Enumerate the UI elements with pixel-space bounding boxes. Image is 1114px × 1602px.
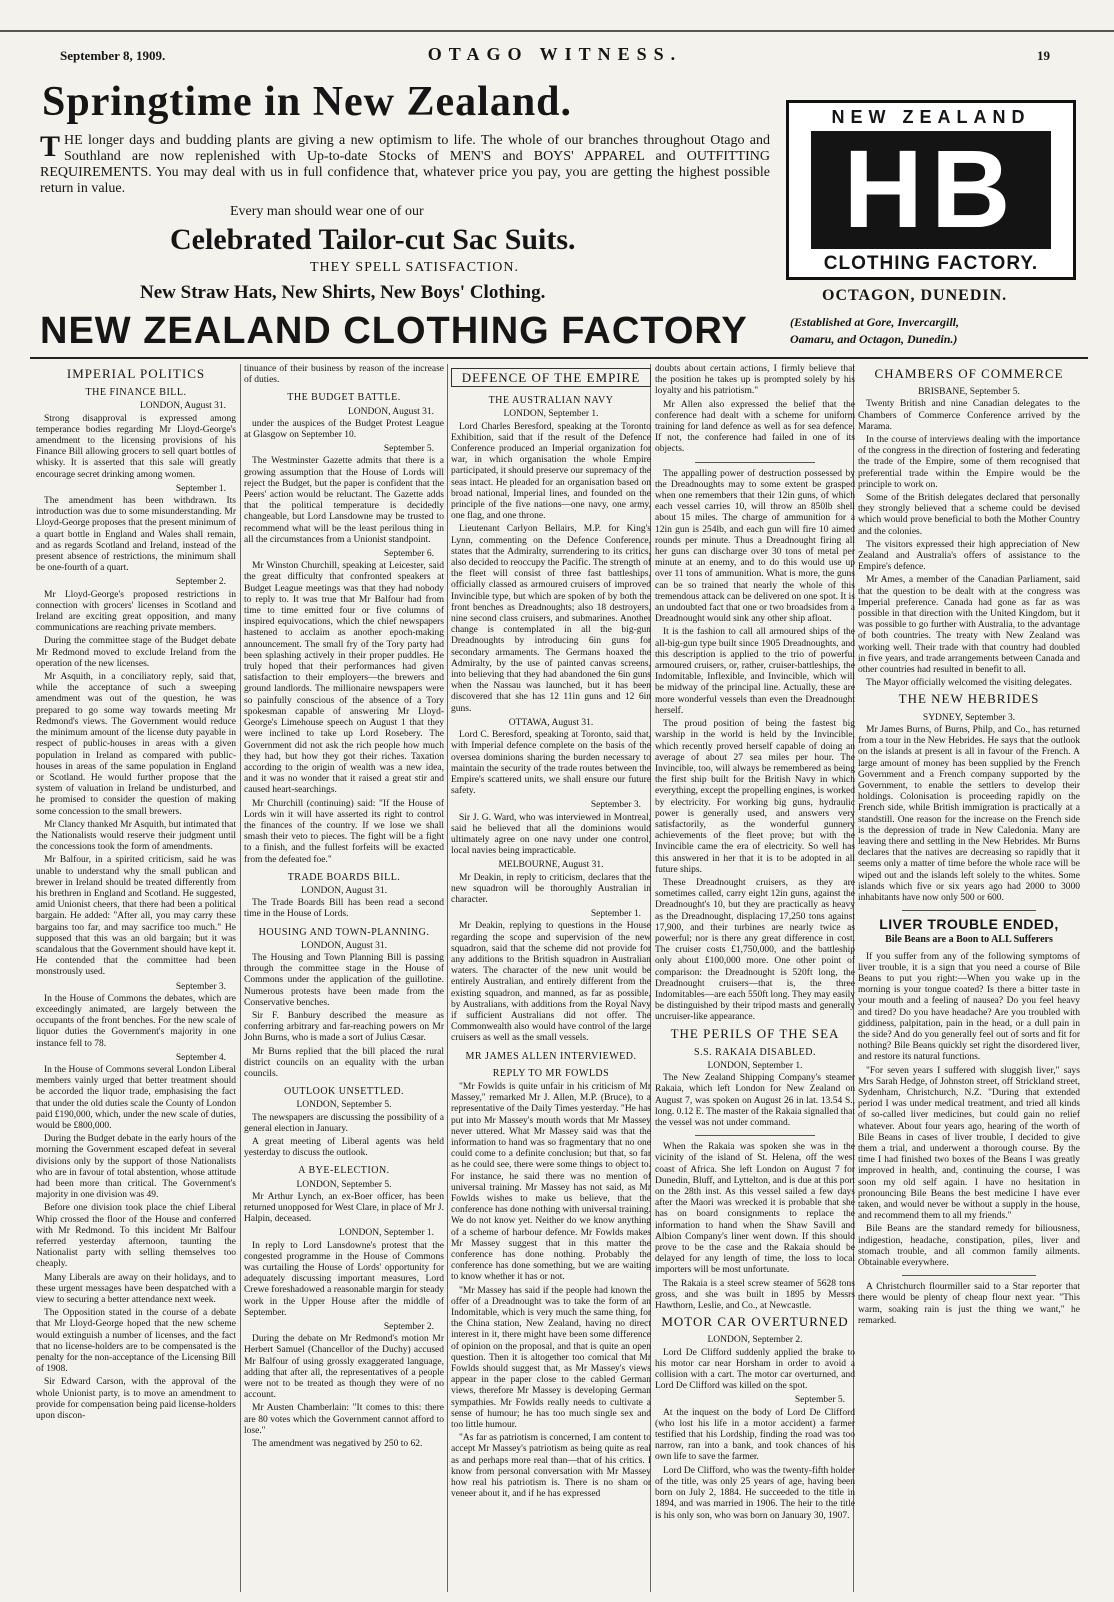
page-number: 19: [1037, 48, 1050, 63]
advert-drop-cap: T: [40, 130, 61, 163]
paragraph: The Rakaia is a steel screw steamer of 5628 tons gross, and she was built in 1895 by Messrs Hawthorn, Leslie, and Co., at Newcastle.: [655, 1278, 855, 1312]
paragraph: Mr Churchill (continuing) said: "If the House of Lords win it will have asserted its right to control the finances of the country. If we lose we shall smash their veto to pieces. The fight will be a fight to a finish, and the fullest forfeits will be exacted from the defeated foe.": [244, 798, 444, 865]
paragraph: "As far as patriotism is concerned, I am content to accept Mr Massey's patriotism as being quite as real as and perhaps more real than—that of his critics. I know from personal conversation with Mr Massey how real his patriotism is. There is no sham or veneer about it, and if he has expressed: [451, 1433, 651, 1500]
paragraph: Sir F. Banbury described the measure as conferring arbitrary and far-reaching powers on Mr John Burns, who is made a sort of Julius Cæsar.: [244, 1010, 444, 1044]
section-title: THE NEW HEBRIDES: [898, 691, 1040, 707]
paragraph: During the committee stage of the Budget debate Mr Redmond moved to exclude Ireland from the operation of the new licenses.: [36, 636, 236, 669]
paragraph: Mr Allen also expressed the belief that the conference had dealt with a scheme for uniform training for land defence as well as for sea defence. If not, the conference had failed in one of its objects.: [655, 399, 855, 455]
paragraph: Mr Lloyd-George's proposed restrictions in connection with grocers' licenses in Scotland and Ireland are exciting great opposition, and many communications are reaching private members.: [36, 589, 236, 634]
advert-octagon: OCTAGON, DUNEDIN.: [822, 287, 1008, 304]
paragraph: The Westminster Gazette admits that there is a growing assumption that the House of Lords will reject the Budget, but the paper is confident that the Peers' action would be reluctant. The Gazette adds that the political temperature is decidedly changeable, but Lord Lansdowne may be trusted to recommend what will be the least perilous thing in all the circumstances from a Unionist standpoint.: [244, 456, 444, 545]
dateline: September 4.: [175, 1052, 226, 1063]
dateline: BRISBANE, September 5.: [918, 387, 1020, 398]
advert-branches-line1: (Established at Gore, Invercargill,: [790, 315, 960, 329]
paragraph: Mr Austen Chamberlain: "It comes to this: there are 80 votes which the Government cannot afford to lose.": [244, 1403, 444, 1436]
paragraph: A Christchurch flourmiller said to a Star reporter that there would be plenty of cheap flour next year. "This warm, soaking rain is just the thing we want," he remarked.: [858, 1282, 1080, 1326]
dateline: LONDON, September 2.: [707, 1335, 803, 1346]
paragraph: Lieutenant Carlyon Bellairs, M.P. for King's Lynn, commenting on the Defence Conference, states that the Admiralty, surrendering to its critics, also decided to reoccupy the Pacific. The strength of the fleet will consist of three fast battleships, officially classed as armoured cruisers of improved Invincible type, but which are spoken of by both the front benches as Dreadnoughts; also 18 destroyers, nine second class cruisers, and submarines. Another change is contemplated in all the big-gun Dreadnoughts by introducing 6in guns for secondary armaments. The Germans hoaxed the Admiralty, by the use of painted canvas screens, into believing that they had abandoned the 6in guns when the Nassau was launched, but it has been discovered that she has 12 11in guns and 12 6in guns.: [451, 524, 651, 714]
paragraph: A great meeting of Liberal agents was held yesterday to discuss the outlook.: [244, 1137, 444, 1159]
logo-new-zealand: NEW ZEALAND: [831, 107, 1031, 127]
advert-intro-text: HE longer days and budding plants are giving a new optimism to life. The whole of our branches throughout Otago and Southland are now replenished with Up-to-date Stocks of MEN'S and BOYS' APPAREL and OUTFITTING REQUIREMENTS. You may deal with us in full confidence that, whatever price you pay, you are getting the highest possible return in value.: [40, 133, 770, 196]
section-title: IMPERIAL POLITICS: [66, 366, 206, 381]
dateline: SYDNEY, September 3.: [922, 712, 1016, 723]
paragraph: The amendment has been withdrawn. Its introduction was due to some misunderstanding. Mr Lloyd-George proposes that the present minimum of a quart bottle in England and Wales shall remain, and as regards Scotland and Ireland, instead of the present absence of restrictions, the minimum shall be one-fourth of a quart.: [36, 496, 236, 574]
advert-company-name: NEW ZEALAND CLOTHING FACTORY: [40, 310, 748, 352]
paragraph: At the inquest on the body of Lord De Clifford (who lost his life in a motor accident) a farmer testified that his Lordship, finding the road was too narrow, ran into a bank, and took chances of his own life to save the farmer.: [655, 1407, 855, 1463]
paragraph: The visitors expressed their high appreciation of New Zealand and Australia's offers of assistance to the Empire's defence.: [858, 539, 1080, 573]
paragraph: Lord Charles Beresford, speaking at the Toronto Exhibition, said that if the result of the Defence Conference produced an Imperial organization for war, in which organisation the whole Empire participated, it should preserve our supremacy of the seas intact. He pleaded for an organisation based on broad national, Imperial lines, and founded on the principle of the five nations—one navy, one army, one flag, and one throne.: [451, 421, 651, 522]
dateline: September 3.: [590, 800, 641, 811]
bile-beans-subhead: Bile Beans are a Boon to ALL Sufferers: [885, 934, 1053, 946]
dateline: LONDON, September 1.: [503, 409, 599, 420]
dateline: LONDON, September 5.: [296, 1100, 392, 1111]
paragraph: In reply to Lord Lansdowne's protest that the congested programme in the House of Commons was curtailing the House of Lords' opportunity for adequately discussing important measures, Lord Crewe foreshadowed a reasonable margin for steady work in the Upper House after the middle of September.: [244, 1240, 444, 1318]
paragraph: During the Budget debate in the early hours of the morning the Government escaped defeat in several divisions only by the support of those Nationalists who are in favour of total abstention, whose attitude had been more than critical. The Government's majority in one division was 49.: [36, 1134, 236, 1201]
divider: [902, 1275, 1035, 1276]
paragraph: In the House of Commons the debates, which are exceedingly animated, are largely between the occupants of the front benches. For the new scale of liquor duties the Government's majority in one instance fell to 78.: [36, 993, 236, 1049]
paragraph: "Mr Massey has said if the people had known the offer of a Dreadnought was to take the form of an Indomitable, which is very much the same thing, for the China station, New Zealand, having no direct interest in it, there might have been some difference of opinion on the proposal, and that is quite an open question. Then it is altogether too comical that Mr Fowlds should suggest that, as Mr Massey's views appear in the paper close to the cabled German views, therefore Mr Massey is developing German sympathies. Mr Fowlds really needs to cultivate a sense of humour; he has too much single sex and too little humour.: [451, 1285, 651, 1431]
section-title: CHAMBERS OF COMMERCE: [874, 366, 1064, 381]
paragraph: Lord De Clifford, who was the twenty-fifth holder of the title, was only 25 years of age, having been born on July 2, 1884. He succeeded to the title in 1894, and was married in 1906. The heir to the title is his only son, who was born on January 30, 1907.: [655, 1465, 855, 1521]
dateline: OTTAWA, August 31.: [508, 717, 594, 728]
paragraph: "Mr Fowlds is quite unfair in his criticism of Mr Massey," remarked Mr J. Allen, M.P. (Bruce), to a representative of the Daily Times yesterday. "He has put into Mr Massey's mouth words that Mr Massey never uttered. What Mr Massey said was that the information to hand was so fragmentary that no one could come to a definite conclusion; but that, so far as he could see, there were some things to object to. For instance, he said there was no mention of universal training. Mr Massey has not said, as Mr Fowlds wishes to make us believe, that the conference has done nothing with universal training. We do not know yet. Neither do we know anything of a scheme of harbour defence. Mr Fowlds makes Mr Massey suggest that in this matter the conference has done nothing. Probably the conference has done something, but we are waiting to know whether it has or not.: [451, 1081, 651, 1283]
paragraph: doubts about certain actions, I firmly believe that the position he takes up is prompted solely by his loyalty and his patriotism.": [655, 364, 855, 397]
section-title: THE PERILS OF THE SEA: [670, 1025, 840, 1041]
paragraph: Mr Balfour, in a spirited criticism, said he was unable to understand why the small publican and brewer in Ireland should be treated differently from his brethren in England and Scotland. He suggested, amid Unionist cheers, that there had been a political bargain. He added: "After all, you may carry these bargains too far, and may sacrifice too much." He supposed that this was an old bargain; but it was scandalous that the Government should have kept it. He contended that the committee had been monstrously used.: [36, 855, 236, 978]
column-defence: [451, 364, 651, 1592]
column-perils: [655, 364, 855, 1592]
advert-branches: [790, 314, 959, 348]
issue-date: September 8, 1909.: [60, 48, 166, 63]
advert-sac-suits: Celebrated Tailor-cut Sac Suits.: [170, 223, 576, 256]
column-commerce: [858, 364, 1080, 1592]
advert-satisfaction: THEY SPELL SATISFACTION.: [310, 260, 519, 275]
column-imperial-politics: [36, 364, 236, 1592]
paragraph: Bile Beans are the standard remedy for biliousness, indigestion, headache, constipation, piles, liver and stomach trouble, and all common family ailments. Obtainable everywhere.: [858, 1224, 1080, 1269]
newspaper-title: OTAGO WITNESS.: [427, 44, 683, 64]
dateline: September 6.: [383, 549, 434, 560]
paragraph: These Dreadnought cruisers, as they are sometimes called, carry eight 12in guns, against the Dreadnought's 10, but they are practically as heavy as the Dreadnought, displacing 17,250 tons against 17,900, and their turbines are nearly twice as powerful; nor is there any great difference in cost. The cruiser costs £1,750,000, and the battleship only about £100,000 more. One other point of comparison: the Dreadnought is 520ft long, the Dreadnought cruisers—that is, the three Indomitables—are each 550ft long. They may easily be distinguished by their tripod masts and generally uncruiser-like appearance.: [655, 877, 855, 1023]
advert-straw-hats: New Straw Hats, New Shirts, New Boys' Clothing.: [140, 282, 546, 303]
subhead: MR JAMES ALLEN INTERVIEWED.: [465, 1050, 637, 1062]
subhead: THE BUDGET BATTLE.: [287, 392, 401, 404]
paragraph: When the Rakaia was spoken she was in the vicinity of the island of St. Helena, off the west coast of Africa. She left London on August 7 for Dunedin, Bluff, and Lyttelton, and is due at this port on the 28th inst. As this vessel sailed a few days after the Maori was wrecked it is probable that she has on board consignments to replace the information to hand when the Shaw Savill and Albion Company's liner went down. If this should prove to be the case and the Rakaia should be delayed for any length of time, the loss to local importers will be most unfortunate.: [655, 1142, 855, 1276]
advert-every-man: Every man should wear one of our: [230, 204, 424, 219]
bile-beans-headline: LIVER TROUBLE ENDED,: [879, 916, 1059, 933]
dateline: LONDON, September 1.: [339, 1228, 434, 1239]
paragraph: Sir J. G. Ward, who was interviewed in Montreal, said he believed that all the dominions would ultimately agree on one navy under one control, local navies being impracticable.: [451, 812, 651, 857]
paragraph: It is the fashion to call all armoured ships of the all-big-gun type built since 1905 Dreadnoughts, and this description is applied to the trio of powerful armoured cruisers, or, rather, cruiser-battleships, the Indomitable, Inflexible, and Invincible, which will be midway of the principal line. Actually, these are more wonderful vessels than even the Dreadnought herself.: [655, 627, 855, 716]
advert-rule: [30, 357, 1088, 359]
top-rule: [0, 30, 1114, 32]
paragraph: If you suffer from any of the following symptoms of liver trouble, it is a sign that you need a course of Bile Beans to put you right:—When you wake up in the morning is your tongue coated? Is there a bitter taste in your mouth and a feeling of nausea? Do you feel heavy and tired? Do you have headache? Are you troubled with giddiness, palpitation, pain in the head, or a dull pain in the side? And do you generally feel out of sorts and fit for nothing? Bile Beans quickly set right the disordered liver, and restore its natural functions.: [858, 951, 1080, 1063]
paragraph: In the course of interviews dealing with the importance of the congress in the direction of fostering and federating the trade of the Empire, some of them recognised that preferential trade within the Empire would be the principle to work on.: [858, 435, 1080, 490]
hb-logo: [786, 100, 1076, 280]
logo-clothing-factory: CLOTHING FACTORY.: [823, 253, 1039, 274]
dateline: LONDON, September 1.: [707, 1060, 803, 1071]
paragraph: During the debate on Mr Redmond's motion Mr Herbert Samuel (Chancellor of the Duchy) accused Mr Balfour of using grossly exaggerated language, adding that after all, the representatives of a people were not to be treated as though they were of no account.: [244, 1334, 444, 1401]
dateline: LONDON, September 5.: [296, 1179, 392, 1190]
paragraph: Mr Ames, a member of the Canadian Parliament, said that the question to be dealt with at the congress was Imperial preference. Canada had gone as far as was possible in that direction with the United Kingdom, but it was possible to go further with Australia, to the advantage of both countries. The treaty with New Zealand was working well. Their trade with that country had doubled in five years, and trade arrangements between Canada and other countries had resulted in benefit to all.: [858, 575, 1080, 676]
divider: [902, 910, 1035, 911]
paragraph: Twenty British and nine Canadian delegates to the Chambers of Commerce Conference arrived by the Marama.: [858, 399, 1080, 432]
dateline: LONDON, August 31.: [300, 885, 388, 896]
paragraph: The New Zealand Shipping Company's steamer Rakaia, which left London for New Zealand on August 7, was spoken on August 26 in lat. 13.54 S., long. 0.12 E. The master of the Rakaia signalled that the vessel was not under command.: [655, 1073, 855, 1128]
dateline: September 1.: [590, 909, 641, 920]
paragraph: Lord C. Beresford, speaking at Toronto, said that, with Imperial defence complete on the basis of the oversea dominions sharing the burden necessary to maintain the security of the trade routes between the Empire's scattered units, we shall ensure our future safety.: [451, 730, 651, 797]
paragraph: Sir Edward Carson, with the approval of the whole Unionist party, is to move an amendment to provide for compensation being paid license-holders upon discon-: [36, 1377, 236, 1422]
dateline: September 2.: [383, 1322, 434, 1333]
paragraph: The appalling power of destruction possessed by the Dreadnoughts may to some extent be grasped when one remembers that their 12in guns, of which each vessel carries 10, will throw an 850lb shell about 15 miles. The charge of ammunition for a 12in gun is 254lb, and each gun will fire 10 aimed rounds per minute. Thus a Dreadnought firing all her guns can discharge over 30 tons of metal per minute at an enemy, and to do this would use up over 11 tons of ammunition. What is more, the guns can be so trained that nearly the whole of this tremendous attack can be delivered on one spot. It is an undoubted fact that one or two broadsides from a Dreadnought would sink any other ship afloat.: [655, 468, 855, 625]
subhead: THE AUSTRALIAN NAVY: [488, 395, 614, 407]
paragraph: "For seven years I suffered with sluggish liver," says Mrs Sarah Hedge, of Johnston street, off Strickland street, Sydenham, Christchurch, N.Z. "During that extended period I was under medical treatment, and tried all kinds of so-called liver medicines, but could gain no relief whatever. About four years ago, hearing of the worth of Bile Beans in cases of liver trouble, I decided to give them a trial, and underwent a thorough course. By the time I had finished two boxes of the Beans I was greatly improved in health, and, continuing the course, I was soon my old self again. I have no hesitation in pronouncing Bile Beans the best medicine I have ever taken, and would never be without a supply in the house, and recommend them to all my friends.": [858, 1065, 1080, 1222]
advert-headline: Springtime in New Zealand.: [42, 79, 573, 125]
dateline: LONDON, August 31.: [347, 406, 434, 417]
dateline: MELBOURNE, August 31.: [498, 860, 604, 871]
section-title: DEFENCE OF THE EMPIRE: [451, 368, 651, 387]
paragraph: Mr Arthur Lynch, an ex-Boer officer, has been returned unopposed for West Clare, in place of Mr J. Halpin, deceased.: [244, 1191, 444, 1225]
dateline: September 3.: [175, 981, 226, 992]
dateline: September 1.: [175, 483, 226, 494]
dateline: September 2.: [175, 577, 226, 588]
paragraph: Mr Deakin, replying to questions in the House regarding the scope and supervision of the new squadron, said that the scheme did not provide for any additions to the British squadron in Australian waters. The character of the new unit would be entirely Australian, and entirely different from the existing squadron, and manned, as far as possible, by Australians, with additions from the Royal Navy if sufficient Australians did not offer. The Commonwealth also would have control of the large cruisers as well as the small vessels.: [451, 921, 651, 1044]
divider: [695, 462, 815, 463]
paragraph: under the auspices of the Budget Protest League at Glasgow on September 10.: [244, 418, 444, 441]
paragraph: The Mayor officially welcomed the visiting delegates.: [866, 678, 1072, 689]
paragraph: Before one division took place the chief Liberal Whip crossed the floor of the House and conferred with Mr Redmond. To this incident Mr Balfour referred yesterday afternoon, taunting the Nationalist party with selling themselves too cheaply.: [36, 1203, 236, 1270]
subhead: REPLY TO MR FOWLDS: [492, 1067, 610, 1079]
column-separator: [240, 364, 241, 1592]
paragraph: The amendment was negatived by 250 to 62.: [252, 1439, 423, 1450]
paragraph: The proud position of being the fastest big warship in the world is held by the Invincible, which recently proved herself capable of doing an average of about 27 sea miles per hour. The Invincible, too, will always be remembered as being the first ship built for the British Navy in which everything, except the propelling engines, is worked by electricity. For working big guns, hydraulic power is generally used, and answers very satisfactorily, as the wonderful gunnery achievements of the fleet prove; but with the Invincible came the era of electricity. So well has this answered in her that it is to be adopted in all future ships.: [655, 719, 855, 875]
subhead: THE FINANCE BILL.: [85, 387, 187, 399]
paragraph: Strong disapproval is expressed among temperance bodies regarding Mr Lloyd-George's amendment to the licensing provisions of his Finance Bill allowing grocers to sell quart bottles of whisky. It is asserted that this sale will greatly encourage secret drinking among women.: [36, 413, 236, 480]
section-title: MOTOR CAR OVERTURNED: [661, 1314, 849, 1330]
dateline: LONDON, August 31.: [300, 940, 388, 951]
subhead: OUTLOOK UNSETTLED.: [283, 1086, 405, 1098]
paragraph: The newspapers are discussing the possibility of a general election in January.: [244, 1112, 444, 1134]
paragraph: tinuance of their business by reason of the increase of duties.: [244, 364, 444, 386]
paragraph: Mr James Burns, of Burns, Philp, and Co., has returned from a tour in the New Hebrides. He says that the outlook on the islands at present is all in favour of the French. A large amount of money has been supplied by the French Government and a French company supported by the Government, to enable the settlers to develop their holdings. Colonisation is proceeding rapidly on the French side, while British immigration is practically at a standstill. One reason for the increase on the French side is the depression of trade in New Caledonia. Many are leaving there and settling in the New Hebrides. Mr Burns declares that the natives are decreasing so rapidly that it seems only a matter of time before the whole race will be wiped out and the islands left solely to the whites. Some islands which five or six years ago had 2000 to 3000 inhabitants have now only 500 or 600.: [858, 724, 1080, 903]
subhead: S.S. RAKAIA DISABLED.: [694, 1046, 816, 1058]
paragraph: Many Liberals are away on their holidays, and to these urgent messages have been despatched with a view to securing a better attendance next week.: [36, 1272, 236, 1306]
paragraph: In the House of Commons several London Liberal members vainly urged that better treatment should be accorded the liquor trade, emphasising the fact that under the old duties scale the County of London paid £190,000, which, under the new scale of duties, would be £800,000.: [36, 1064, 236, 1131]
divider: [695, 1135, 815, 1136]
advert-branches-line2: Oamaru, and Octagon, Dunedin.): [790, 332, 958, 346]
paragraph: The Housing and Town Planning Bill is passing through the committee stage in the House of Commons under the application of the guillotine. Numerous protests have been made from the Conservative benches.: [244, 952, 444, 1008]
subhead: A BYE-ELECTION.: [298, 1165, 390, 1177]
paragraph: Lord De Clifford suddenly applied the brake to his motor car near Horsham in order to avoid a collision with a cart. The motor car overturned, and Lord De Clifford was killed on the spot.: [655, 1347, 855, 1392]
paragraph: Mr Winston Churchill, speaking at Leicester, said the great difficulty that confronted speakers at Budget League meetings was that they had nobody to reply to. It was true that Mr Balfour had from time to time emitted four or five columns of inspired equivocations, which the chief newspapers hastened to acclaim as another epoch-making announcement. The small fry of the Tory party had been splashing actively in their proper puddles. He truly hoped that their performances had given satisfaction to their employers—the brewers and ground landlords. The millionaire newspapers were so painfully conscious of the absence of a Tory spokesman capable of answering Mr Lloyd-George's Limehouse speech on August 1 that they were inclined to take up Lord Rosebery. The Government did not ask the rich people how much they had, but how they got their riches. Taxation according to the origin of wealth was a new idea, and it was no wonder that it raised a great stir and caused heart-searchings.: [244, 561, 444, 796]
subhead: HOUSING AND TOWN-PLANNING.: [258, 926, 430, 938]
column-separator: [447, 364, 448, 1592]
paragraph: Mr Asquith, in a conciliatory reply, said that, while the acceptance of such a sweeping amendment was out of the question, he was prepared to go some way towards meeting Mr Redmond's views. The Government would reduce the minimum amount of the license duty payable in respect of public-houses in areas with a given population in Ireland as compared with public-houses in areas of the same population in England or Scotland. He would further propose that the system of valuation in Ireland be undisturbed, and he promised to consider the question of making some concession to the small brewers.: [36, 672, 236, 817]
paragraph: Mr Burns replied that the bill placed the rural district councils on an equality with the urban councils.: [244, 1046, 444, 1079]
logo-hb: HB: [811, 131, 1051, 249]
masthead: [60, 44, 1050, 68]
paragraph: Mr Deakin, in reply to criticism, declares that the new squadron will be thoroughly Australian in character.: [451, 872, 651, 905]
dateline: September 5.: [383, 444, 434, 455]
subhead: TRADE BOARDS BILL.: [287, 871, 401, 883]
dateline: September 5.: [794, 1395, 845, 1406]
paragraph: Some of the British delegates declared that personally they strongly believed that a scheme could be devised which would prove beneficial to both the Mother Country and the colonies.: [858, 493, 1080, 537]
advert-intro: [40, 130, 770, 197]
paragraph: The Trade Boards Bill has been read a second time in the House of Lords.: [244, 898, 444, 920]
paragraph: The Opposition stated in the course of a debate that Mr Lloyd-George hoped that the new scheme would extinguish a number of licenses, and the fact that no license-holders are to be compensated is the penalty for the non-acceptance of the Licensing Bill of 1908.: [36, 1308, 236, 1375]
dateline: LONDON, August 31.: [139, 401, 226, 412]
paragraph: Mr Clancy thanked Mr Asquith, but intimated that the Nationalists would reserve their judgment until the concessions took the form of amendments.: [36, 819, 236, 853]
column-budget: [244, 364, 444, 1592]
